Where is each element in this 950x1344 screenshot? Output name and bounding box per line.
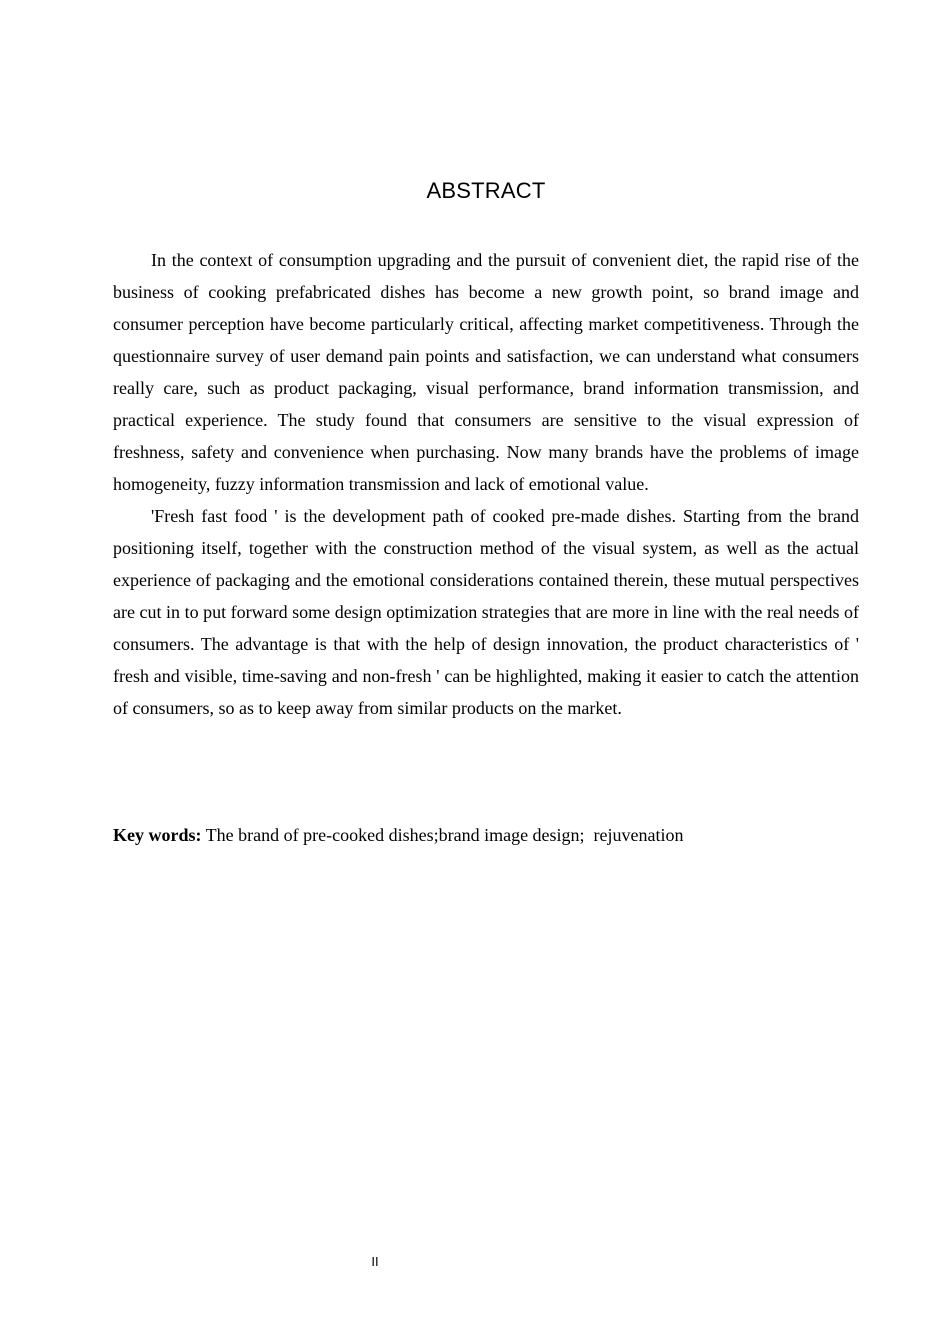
keywords-line <box>113 819 859 851</box>
page-number: II <box>371 1254 379 1269</box>
abstract-title: ABSTRACT <box>426 178 546 203</box>
keywords-text: The brand of pre-cooked dishes;brand image design; rejuvenation <box>201 825 684 845</box>
keywords-label: Key words: <box>113 825 202 845</box>
abstract-body <box>113 244 859 724</box>
abstract-paragraph-1: In the context of consumption upgrading and the pursuit of convenient diet, the rapid rise of the business of cooking prefabricated dishes has become a new growth point, so brand image and consumer perception have become particularly critical, affecting market competitiveness. Through the questionnaire survey of user demand pain points and satisfaction, we can understand what consumers really care, such as product packaging, visual performance, brand information transmission, and practical experience. The study found that consumers are sensitive to the visual expression of freshness, safety and convenience when purchasing. Now many brands have the problems of image homogeneity, fuzzy information transmission and lack of emotional value. <box>113 250 859 494</box>
abstract-paragraph-2: 'Fresh fast food ' is the development path of cooked pre-made dishes. Starting from the brand positioning itself, together with the construction method of the visual system, as well as the actual experience of packaging and the emotional considerations contained therein, these mutual perspectives are cut in to put forward some design optimization strategies that are more in line with the real needs of consumers. The advantage is that with the help of design innovation, the product characteristics of ' fresh and visible, time-saving and non-fresh ' can be highlighted, making it easier to catch the attention of consumers, so as to keep away from similar products on the market. <box>113 506 859 718</box>
